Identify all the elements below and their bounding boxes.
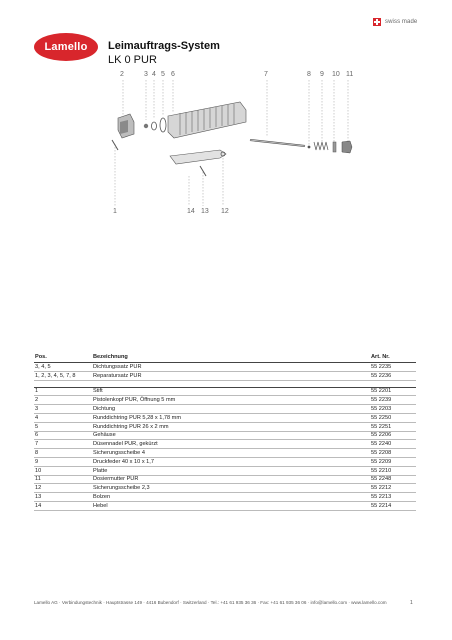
table-row	[34, 440, 416, 449]
part-housing	[168, 102, 246, 138]
cell-nr: 55 2209	[370, 457, 416, 466]
part-seal	[144, 124, 148, 128]
cell-pos: 13	[34, 493, 92, 502]
callout-9: 9	[320, 71, 324, 78]
parts-table	[34, 352, 416, 511]
table-row	[34, 363, 416, 372]
part-spring	[314, 142, 328, 150]
table-row	[34, 422, 416, 431]
callout-3: 3	[144, 71, 148, 78]
part-needle	[250, 140, 305, 146]
callout-7: 7	[264, 71, 268, 78]
cell-nr: 55 2203	[370, 405, 416, 414]
cell-name: Hebel	[92, 501, 370, 510]
part-o-ring-small	[152, 122, 157, 130]
part-lever	[170, 150, 226, 164]
table-row	[34, 493, 416, 502]
callout-12: 12	[221, 208, 229, 215]
callout-2: 2	[120, 71, 124, 78]
header-pos: Pos.	[34, 352, 92, 363]
callout-1: 1	[113, 208, 117, 215]
page-subtitle: LK 0 PUR	[108, 54, 157, 66]
cell-name: Dosiermutter PUR	[92, 475, 370, 484]
swiss-made-label: swiss made	[385, 19, 418, 25]
cell-name: Gehäuse	[92, 431, 370, 440]
lamello-logo	[34, 33, 98, 61]
cell-nr: 55 2239	[370, 396, 416, 405]
table-row	[34, 466, 416, 475]
cell-name: Bolzen	[92, 493, 370, 502]
cell-name: Düsennadel PUR, gekürzt	[92, 440, 370, 449]
cell-pos: 3, 4, 5	[34, 363, 92, 372]
cell-pos: 12	[34, 484, 92, 493]
part-circlip	[308, 146, 311, 149]
cell-name: Runddichtring PUR 5,28 x 1,78 mm	[92, 413, 370, 422]
cell-name: Druckfeder 40 x 10 x 1,7	[92, 457, 370, 466]
cell-nr: 55 2201	[370, 387, 416, 396]
part-bolt	[200, 166, 206, 176]
swiss-flag-icon	[373, 18, 381, 26]
cell-pos: 7	[34, 440, 92, 449]
cell-name: Stift	[92, 387, 370, 396]
cell-name: Pistolenkopf PUR, Öffnung 5 mm	[92, 396, 370, 405]
cell-nr: 55 2236	[370, 371, 416, 380]
table-row	[34, 484, 416, 493]
exploded-view-drawing	[100, 80, 370, 216]
part-dosing-nut	[342, 141, 352, 153]
table-row	[34, 371, 416, 380]
cell-pos: 11	[34, 475, 92, 484]
table-header-row	[34, 352, 416, 363]
cell-nr: 55 2214	[370, 501, 416, 510]
table-spacer	[34, 380, 416, 387]
cell-pos: 1	[34, 387, 92, 396]
cell-pos: 9	[34, 457, 92, 466]
callout-14: 14	[187, 208, 195, 215]
part-pistol-head	[118, 114, 134, 138]
cell-pos: 14	[34, 501, 92, 510]
table-row	[34, 475, 416, 484]
table-row	[34, 396, 416, 405]
table-row	[34, 449, 416, 458]
table-row	[34, 501, 416, 510]
logo-text: Lamello	[44, 41, 88, 53]
callout-5: 5	[161, 71, 165, 78]
cell-nr: 55 2248	[370, 475, 416, 484]
cell-name: Dichtung	[92, 405, 370, 414]
callout-4: 4	[152, 71, 156, 78]
cell-pos: 5	[34, 422, 92, 431]
header-name: Bezeichnung	[92, 352, 370, 363]
cell-name: Runddichtring PUR 26 x 2 mm	[92, 422, 370, 431]
cell-nr: 55 2208	[370, 449, 416, 458]
part-o-ring-large	[160, 118, 166, 132]
callout-6: 6	[171, 71, 175, 78]
cell-name: Sicherungsscheibe 4	[92, 449, 370, 458]
cell-pos: 10	[34, 466, 92, 475]
cell-nr: 55 2250	[370, 413, 416, 422]
page-number: 1	[410, 600, 413, 606]
table-row	[34, 387, 416, 396]
table-row	[34, 431, 416, 440]
cell-nr: 55 2213	[370, 493, 416, 502]
part-plate	[333, 142, 336, 152]
callout-10: 10	[332, 71, 340, 78]
cell-pos: 8	[34, 449, 92, 458]
cell-pos: 2	[34, 396, 92, 405]
cell-pos: 4	[34, 413, 92, 422]
footer-address: Lamello AG · Verbindungstechnik · Hauptstrasse 149 · 4416 Bubendorf · Switzerland · Tel.: +41 61 935 36 36 · Fax: +41 61 935 36 06 · info@lamello.com · www.lamello.com	[34, 600, 387, 605]
table-row	[34, 405, 416, 414]
page-title: Leimauftrags-System	[108, 40, 220, 52]
cell-nr: 55 2210	[370, 466, 416, 475]
cell-nr: 55 2251	[370, 422, 416, 431]
cell-pos: 3	[34, 405, 92, 414]
cell-name: Sicherungsscheibe 2,3	[92, 484, 370, 493]
cell-name: Platte	[92, 466, 370, 475]
table-row	[34, 413, 416, 422]
cell-pos: 6	[34, 431, 92, 440]
cell-pos: 1, 2, 3, 4, 5, 7, 8	[34, 371, 92, 380]
swiss-made-badge	[373, 18, 417, 26]
cell-nr: 55 2206	[370, 431, 416, 440]
callout-11: 11	[346, 71, 354, 78]
cell-name: Dichtungssatz PUR	[92, 363, 370, 372]
callout-8: 8	[307, 71, 311, 78]
cell-nr: 55 2235	[370, 363, 416, 372]
header-nr: Art. Nr.	[370, 352, 416, 363]
cell-nr: 55 2240	[370, 440, 416, 449]
callout-13: 13	[201, 208, 209, 215]
cell-name: Reparatursatz PUR	[92, 371, 370, 380]
cell-nr: 55 2212	[370, 484, 416, 493]
table-row	[34, 457, 416, 466]
